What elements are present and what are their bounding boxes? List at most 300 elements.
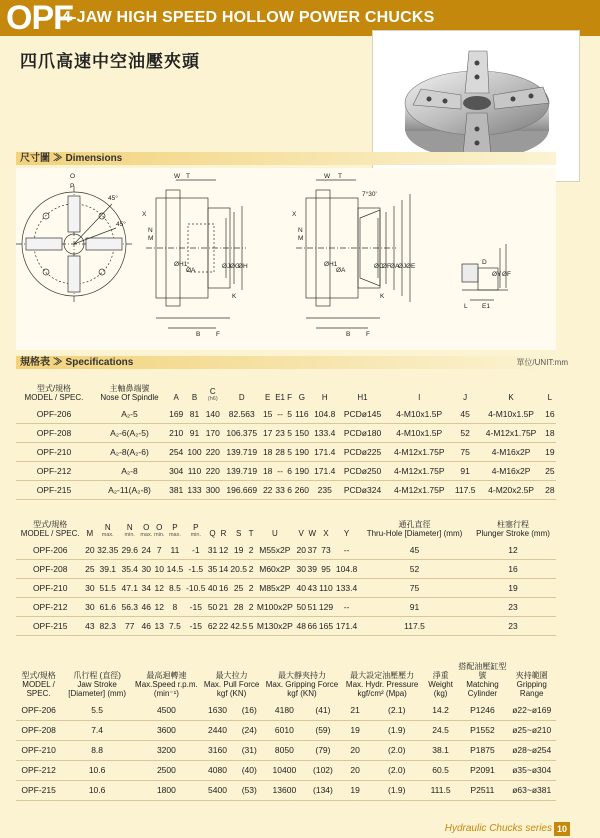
- table1-cell-0-2: 169: [167, 405, 185, 424]
- table3-header-en-3: Max. Pull Force kgf (KN): [203, 680, 260, 698]
- table2-header-18: [470, 502, 556, 541]
- table2-cell-4-8: 62: [207, 617, 218, 636]
- table1-header-1: [92, 372, 167, 405]
- table-row: [16, 598, 556, 617]
- table3-cell-3-7: 20: [341, 761, 370, 781]
- table2-cell-2-18: 19: [470, 579, 556, 598]
- table3-cell-1-7: 19: [341, 721, 370, 741]
- table2-cell-0-14: 37: [307, 541, 318, 560]
- table2-cell-4-17: 117.5: [359, 617, 470, 636]
- table2-cell-1-10: 20.5: [229, 560, 248, 579]
- table2-cell-0-10: 19: [229, 541, 248, 560]
- table1-header-zh-1: 主軸鼻端號: [109, 384, 150, 393]
- table1-cell-0-13: 45: [452, 405, 479, 424]
- table1-header-3: [185, 372, 203, 405]
- table1-cell-2-1: A₂-8(A₂-6): [92, 443, 167, 462]
- table2-header-en-9: R: [220, 529, 227, 538]
- table2-header-en-3: N: [126, 523, 133, 532]
- table2-cell-2-12: M85x2P: [254, 579, 296, 598]
- table1-cell-3-0: OPF-212: [16, 462, 92, 481]
- table1-cell-3-11: PCDø250: [338, 462, 386, 481]
- svg-text:ØH1: ØH1: [174, 261, 188, 268]
- table2-header-sub-7: min.: [190, 532, 201, 538]
- table1-cell-4-9: 260: [293, 481, 311, 500]
- table2-cell-1-14: 39: [307, 560, 318, 579]
- table1-cell-4-12: 4-M12x1.75P: [387, 481, 452, 500]
- table2-header-zh-17: 通孔直徑: [398, 520, 431, 529]
- svg-text:N: N: [298, 227, 303, 234]
- table1-cell-3-12: 4-M12x1.75P: [387, 462, 452, 481]
- table1-cell-1-13: 52: [452, 424, 479, 443]
- table2-header-en-13: V: [298, 529, 304, 538]
- table1-cell-1-4: 170: [204, 424, 222, 443]
- table1-cell-1-3: 91: [185, 424, 203, 443]
- table1-header-en-0: MODEL / SPEC.: [24, 393, 84, 402]
- table2-cell-4-9: 22: [218, 617, 229, 636]
- table1-header-en-5: D: [238, 393, 245, 402]
- table3-cell-2-3: 3160: [200, 741, 235, 761]
- table1-cell-2-8: 5: [286, 443, 292, 462]
- table1-cell-1-1: A₂-6(A₂-5): [92, 424, 167, 443]
- table2-cell-4-1: 43: [84, 617, 95, 636]
- table1-cell-0-4: 140: [204, 405, 222, 424]
- table1-header-12: [387, 372, 452, 405]
- table1-cell-3-1: A₂-8: [92, 462, 167, 481]
- table3-header-en-5: Max. Hydr. Pressure kgf/cm² (Mpa): [345, 680, 419, 698]
- table2-cell-2-9: 16: [218, 579, 229, 598]
- table2-cell-0-2: 32.35: [95, 541, 120, 560]
- table2-cell-4-7: -15: [185, 617, 208, 636]
- table3-cell-3-6: (102): [305, 761, 340, 781]
- table3-header-4: [263, 650, 340, 701]
- table-row: [16, 701, 556, 721]
- table2-header-en-0: MODEL / SPEC.: [20, 529, 80, 538]
- table2-header-en-7: P: [193, 523, 199, 532]
- table-row: [16, 462, 556, 481]
- table2-cell-3-3: 56.3: [120, 598, 139, 617]
- table2-header-12: [254, 502, 296, 541]
- table1-header-en-12: I: [418, 393, 421, 402]
- table2-cell-2-15: 110: [318, 579, 334, 598]
- spec-table-3-header: [16, 650, 556, 701]
- table2-header-en-6: P: [172, 523, 178, 532]
- table2-cell-2-6: 8.5: [165, 579, 184, 598]
- table2-header-0: [16, 502, 84, 541]
- header-model-code: OPF: [6, 0, 73, 37]
- table1-cell-3-6: 18: [262, 462, 274, 481]
- table1-header-zh-0: 型式/規格: [36, 384, 72, 393]
- table2-cell-2-4: 34: [139, 579, 153, 598]
- table2-cell-3-11: 2: [248, 598, 254, 617]
- table3-cell-4-4: (53): [235, 781, 263, 801]
- table1-cell-1-0: OPF-208: [16, 424, 92, 443]
- table1-cell-3-13: 91: [452, 462, 479, 481]
- table3-cell-1-2: 3600: [133, 721, 200, 741]
- table2-cell-4-0: OPF-215: [16, 617, 84, 636]
- table1-header-9: [293, 372, 311, 405]
- table2-cell-4-18: 23: [470, 617, 556, 636]
- table3-header-en-6: Weight (kg): [428, 680, 453, 698]
- table2-cell-1-12: M60x2P: [254, 560, 296, 579]
- table2-header-en-1: M: [86, 529, 94, 538]
- table3-cell-0-2: 4500: [133, 701, 200, 721]
- table1-cell-1-15: 18: [544, 424, 556, 443]
- table3-cell-1-1: 7.4: [61, 721, 133, 741]
- table1-cell-3-5: 139.719: [222, 462, 262, 481]
- dimensions-section-label: 尺寸圖 ≫ Dimensions: [20, 153, 123, 164]
- table1-header-4: [204, 372, 222, 405]
- table1-header-en-9: G: [298, 393, 305, 402]
- table2-cell-3-13: 50: [296, 598, 307, 617]
- table1-cell-4-10: 235: [311, 481, 338, 500]
- table2-cell-2-17: 75: [359, 579, 470, 598]
- table-row: [16, 405, 556, 424]
- table2-cell-0-5: 7: [153, 541, 165, 560]
- table3-cell-0-3: 1630: [200, 701, 235, 721]
- table1-header-15: [544, 372, 556, 405]
- table1-header-0: [16, 372, 92, 405]
- table2-cell-2-11: 2: [248, 579, 254, 598]
- table2-cell-3-9: 21: [218, 598, 229, 617]
- table2-cell-0-12: M55x2P: [254, 541, 296, 560]
- table2-cell-0-15: 73: [318, 541, 334, 560]
- table1-cell-3-15: 25: [544, 462, 556, 481]
- spec-table-2-header: [16, 502, 556, 541]
- table2-cell-2-1: 30: [84, 579, 95, 598]
- table2-cell-2-3: 47.1: [120, 579, 139, 598]
- table2-header-en-16: Y: [343, 529, 350, 538]
- table3-header-1: [61, 650, 133, 701]
- table1-cell-3-3: 110: [185, 462, 203, 481]
- table1-cell-4-11: PCDø324: [338, 481, 386, 500]
- table1-header-6: [262, 372, 274, 405]
- table3-cell-1-5: 6010: [263, 721, 305, 741]
- table2-header-6: [165, 502, 184, 541]
- table2-header-16: [334, 502, 359, 541]
- table3-header-zh-3: 最大拉力: [215, 671, 248, 680]
- dimension-drawing-svg: [16, 168, 556, 350]
- table1-cell-2-11: PCDø225: [338, 443, 386, 462]
- table2-cell-3-12: M100x2P: [254, 598, 296, 617]
- table2-header-en-15: X: [323, 529, 329, 538]
- spec-table-2-body: [16, 541, 556, 636]
- table2-cell-0-3: 29.6: [120, 541, 139, 560]
- table2-cell-0-8: 31: [207, 541, 218, 560]
- table1-header-en-13: J: [463, 393, 468, 402]
- table1-cell-1-14: 4-M12x1.75P: [478, 424, 543, 443]
- table1-cell-0-5: 82.563: [222, 405, 262, 424]
- table2-cell-1-17: 52: [359, 560, 470, 579]
- table1-cell-0-3: 81: [185, 405, 203, 424]
- table1-cell-0-12: 4-M10x1.5P: [387, 405, 452, 424]
- table1-header-en-8: F: [287, 393, 292, 402]
- table2-cell-0-9: 12: [218, 541, 229, 560]
- table-row: [16, 721, 556, 741]
- svg-text:ØE: ØE: [406, 263, 416, 270]
- table1-header-2: [167, 372, 185, 405]
- svg-text:ØA: ØA: [186, 267, 196, 274]
- table1-header-en-6: E: [265, 393, 271, 402]
- table1-cell-3-2: 304: [167, 462, 185, 481]
- table3-cell-0-9: 14.2: [424, 701, 458, 721]
- spec-table-3: [16, 650, 556, 801]
- table1-cell-2-3: 100: [185, 443, 203, 462]
- table3-header-en-2: Max.Speed r.p.m.(min⁻¹): [135, 680, 198, 698]
- table2-cell-2-5: 12: [153, 579, 165, 598]
- table1-header-en-4: C: [209, 387, 216, 396]
- table3-cell-4-11: ø63~ø381: [507, 781, 556, 801]
- table2-cell-2-0: OPF-210: [16, 579, 84, 598]
- table3-cell-3-4: (40): [235, 761, 263, 781]
- table1-cell-0-14: 4-M10x1.5P: [478, 405, 543, 424]
- table2-cell-1-5: 10: [153, 560, 165, 579]
- table3-cell-0-8: (2.1): [370, 701, 424, 721]
- table2-cell-2-10: 25: [229, 579, 248, 598]
- table2-cell-2-16: 133.4: [334, 579, 359, 598]
- table2-cell-1-11: 2: [248, 560, 254, 579]
- footer-series: Hydraulic Chucks series: [444, 823, 552, 834]
- table2-cell-1-7: -1.5: [185, 560, 208, 579]
- table3-cell-0-5: 4180: [263, 701, 305, 721]
- table1-header-11: [338, 372, 386, 405]
- table3-cell-1-9: 24.5: [424, 721, 458, 741]
- table1-cell-3-10: 171.4: [311, 462, 338, 481]
- table3-header-3: [200, 650, 264, 701]
- table2-header-sub-6: max.: [168, 532, 181, 538]
- table1-cell-4-3: 133: [185, 481, 203, 500]
- svg-text:M: M: [298, 235, 304, 242]
- table2-header-en-2: N: [104, 523, 111, 532]
- svg-text:B: B: [196, 331, 201, 338]
- table1-cell-4-4: 300: [204, 481, 222, 500]
- table1-cell-4-2: 381: [167, 481, 185, 500]
- table2-header-zh-0: 型式/規格: [33, 520, 68, 529]
- table2-cell-0-11: 2: [248, 541, 254, 560]
- table3-cell-3-11: ø35~ø304: [507, 761, 556, 781]
- table1-cell-2-14: 4-M16x2P: [478, 443, 543, 462]
- table3-cell-2-2: 3200: [133, 741, 200, 761]
- table2-cell-3-15: 129: [318, 598, 334, 617]
- table2-header-14: [307, 502, 318, 541]
- table1-cell-1-11: PCDø180: [338, 424, 386, 443]
- table1-cell-4-6: 22: [262, 481, 274, 500]
- table1-cell-2-9: 190: [293, 443, 311, 462]
- table3-cell-4-8: (1.9): [370, 781, 424, 801]
- table2-cell-4-4: 46: [139, 617, 153, 636]
- table3-header-en-0: MODEL / SPEC.: [22, 680, 55, 698]
- table2-cell-0-16: --: [334, 541, 359, 560]
- table1-cell-1-2: 210: [167, 424, 185, 443]
- table2-header-en-4: O: [143, 523, 150, 532]
- table-row: [16, 617, 556, 636]
- table3-header-0: [16, 650, 61, 701]
- table1-cell-2-15: 19: [544, 443, 556, 462]
- table1-cell-0-10: 104.8: [311, 405, 338, 424]
- table1-cell-2-4: 220: [204, 443, 222, 462]
- table-row: [16, 741, 556, 761]
- table3-header-zh-7: 搭配油壓缸型號: [458, 662, 507, 680]
- table2-header-en-10: S: [235, 529, 242, 538]
- table3-cell-2-9: 38.1: [424, 741, 458, 761]
- table3-cell-3-9: 60.5: [424, 761, 458, 781]
- table2-cell-0-4: 24: [139, 541, 153, 560]
- table1-cell-3-8: 6: [286, 462, 292, 481]
- table3-cell-2-0: OPF-210: [16, 741, 61, 761]
- table3-cell-4-9: 111.5: [424, 781, 458, 801]
- table1-header-13: [452, 372, 479, 405]
- table3-cell-3-2: 2500: [133, 761, 200, 781]
- table1-cell-2-5: 139.719: [222, 443, 262, 462]
- table2-cell-4-11: 5: [248, 617, 254, 636]
- table2-header-en-5: O: [156, 523, 163, 532]
- table2-header-8: [207, 502, 218, 541]
- svg-text:K: K: [232, 293, 237, 300]
- table2-cell-3-18: 23: [470, 598, 556, 617]
- table3-cell-3-8: (2.0): [370, 761, 424, 781]
- table3-cell-3-5: 10400: [263, 761, 305, 781]
- table2-header-en-17: Thru-Hole [Diameter] (mm): [366, 529, 463, 538]
- table3-header-zh-4: 最大靜夾持力: [277, 671, 326, 680]
- table2-header-3: [120, 502, 139, 541]
- page-number: 10: [554, 822, 570, 836]
- table3-cell-3-0: OPF-212: [16, 761, 61, 781]
- table3-cell-3-1: 10.6: [61, 761, 133, 781]
- table2-cell-4-10: 42.5: [229, 617, 248, 636]
- table3-header-zh-0: 型式/規格: [21, 671, 56, 680]
- table-row: [16, 443, 556, 462]
- table1-cell-4-13: 117.5: [452, 481, 479, 500]
- table1-header-en-14: K: [508, 393, 514, 402]
- table1-cell-4-5: 196.669: [222, 481, 262, 500]
- table3-cell-1-10: P1552: [457, 721, 507, 741]
- table1-cell-3-4: 220: [204, 462, 222, 481]
- spec-table-1: [16, 372, 556, 500]
- table1-cell-4-0: OPF-215: [16, 481, 92, 500]
- table1-cell-4-14: 4-M20x2.5P: [478, 481, 543, 500]
- svg-text:O: O: [70, 173, 76, 180]
- table1-cell-4-8: 6: [286, 481, 292, 500]
- table3-cell-4-3: 5400: [200, 781, 235, 801]
- table2-cell-1-8: 35: [207, 560, 218, 579]
- table3-cell-1-4: (24): [235, 721, 263, 741]
- table3-cell-4-6: (134): [305, 781, 340, 801]
- table-row: [16, 481, 556, 500]
- table-row: [16, 579, 556, 598]
- table3-cell-2-1: 8.8: [61, 741, 133, 761]
- table1-cell-4-15: 28: [544, 481, 556, 500]
- table3-header-7: [457, 650, 507, 701]
- svg-text:F: F: [216, 331, 220, 338]
- table2-cell-1-18: 16: [470, 560, 556, 579]
- chinese-title: 四爪高速中空油壓夾頭: [20, 52, 200, 71]
- table2-cell-3-1: 30: [84, 598, 95, 617]
- table2-cell-3-16: --: [334, 598, 359, 617]
- table1-header-en-15: L: [547, 393, 553, 402]
- table2-cell-1-1: 25: [84, 560, 95, 579]
- table3-cell-0-10: P1246: [457, 701, 507, 721]
- table1-cell-2-2: 254: [167, 443, 185, 462]
- table3-cell-1-8: (1.9): [370, 721, 424, 741]
- svg-text:T: T: [338, 173, 342, 180]
- table1-cell-1-7: 23: [274, 424, 287, 443]
- table3-cell-4-2: 1800: [133, 781, 200, 801]
- table2-cell-3-17: 91: [359, 598, 470, 617]
- table1-header-5: [222, 372, 262, 405]
- table2-cell-4-13: 48: [296, 617, 307, 636]
- table2-cell-1-16: 104.8: [334, 560, 359, 579]
- table-row: [16, 761, 556, 781]
- svg-text:ØF: ØF: [502, 271, 512, 278]
- table1-header-sub-4: (h6): [207, 396, 218, 402]
- table2-cell-3-2: 61.6: [95, 598, 120, 617]
- table2-cell-3-7: -15: [185, 598, 208, 617]
- table3-cell-2-6: (79): [305, 741, 340, 761]
- dimension-drawing: [16, 168, 556, 350]
- table1-header-en-10: H: [321, 393, 328, 402]
- table3-cell-2-10: P1875: [457, 741, 507, 761]
- svg-text:7°30': 7°30': [362, 191, 377, 198]
- svg-text:W: W: [324, 173, 331, 180]
- spec-table-3-body: [16, 701, 556, 801]
- table2-header-en-8: Q: [209, 529, 216, 538]
- table1-cell-3-7: --: [274, 462, 287, 481]
- table2-cell-3-5: 12: [153, 598, 165, 617]
- table3-header-en-7: Matching Cylinder: [466, 680, 499, 698]
- table3-cell-2-8: (2.0): [370, 741, 424, 761]
- table2-cell-2-2: 51.5: [95, 579, 120, 598]
- table2-cell-4-14: 66: [307, 617, 318, 636]
- table2-header-en-14: W: [308, 529, 316, 538]
- table2-cell-1-2: 39.1: [95, 560, 120, 579]
- table-row: [16, 541, 556, 560]
- table2-header-7: [185, 502, 208, 541]
- table1-cell-2-10: 171.4: [311, 443, 338, 462]
- svg-text:K: K: [380, 293, 385, 300]
- table1-cell-4-7: 33: [274, 481, 287, 500]
- unit-label: 單位/UNIT:mm: [516, 358, 568, 367]
- table3-header-zh-8: 夾持範圍: [515, 671, 548, 680]
- svg-text:M: M: [148, 235, 154, 242]
- table2-cell-0-7: -1: [185, 541, 208, 560]
- table2-cell-1-9: 14: [218, 560, 229, 579]
- header-title: 4-JAW HIGH SPEED HOLLOW POWER CHUCKS: [62, 9, 435, 26]
- table2-cell-0-17: 45: [359, 541, 470, 560]
- table2-cell-3-4: 46: [139, 598, 153, 617]
- table3-header-5: [341, 650, 424, 701]
- svg-text:45°: 45°: [116, 221, 126, 228]
- table1-cell-0-0: OPF-206: [16, 405, 92, 424]
- table3-cell-0-7: 21: [341, 701, 370, 721]
- table3-cell-2-4: (31): [235, 741, 263, 761]
- table1-cell-0-11: PCDø145: [338, 405, 386, 424]
- table2-header-13: [296, 502, 307, 541]
- table3-header-8: [507, 650, 556, 701]
- svg-text:ØA: ØA: [336, 267, 346, 274]
- table2-cell-4-15: 165: [318, 617, 334, 636]
- table1-cell-1-9: 150: [293, 424, 311, 443]
- svg-text:ØY: ØY: [492, 271, 502, 278]
- table2-header-zh-18: 柱塞行程: [497, 520, 530, 529]
- table2-cell-1-4: 30: [139, 560, 153, 579]
- table3-cell-4-10: P2511: [457, 781, 507, 801]
- table-row: [16, 781, 556, 801]
- table3-cell-0-11: ø22~ø169: [507, 701, 556, 721]
- table2-cell-0-13: 20: [296, 541, 307, 560]
- table1-cell-0-6: 15: [262, 405, 274, 424]
- specifications-section-label: 規格表 ≫ Specifications: [20, 357, 134, 368]
- svg-text:ØG: ØG: [230, 263, 241, 270]
- table1-cell-1-8: 5: [286, 424, 292, 443]
